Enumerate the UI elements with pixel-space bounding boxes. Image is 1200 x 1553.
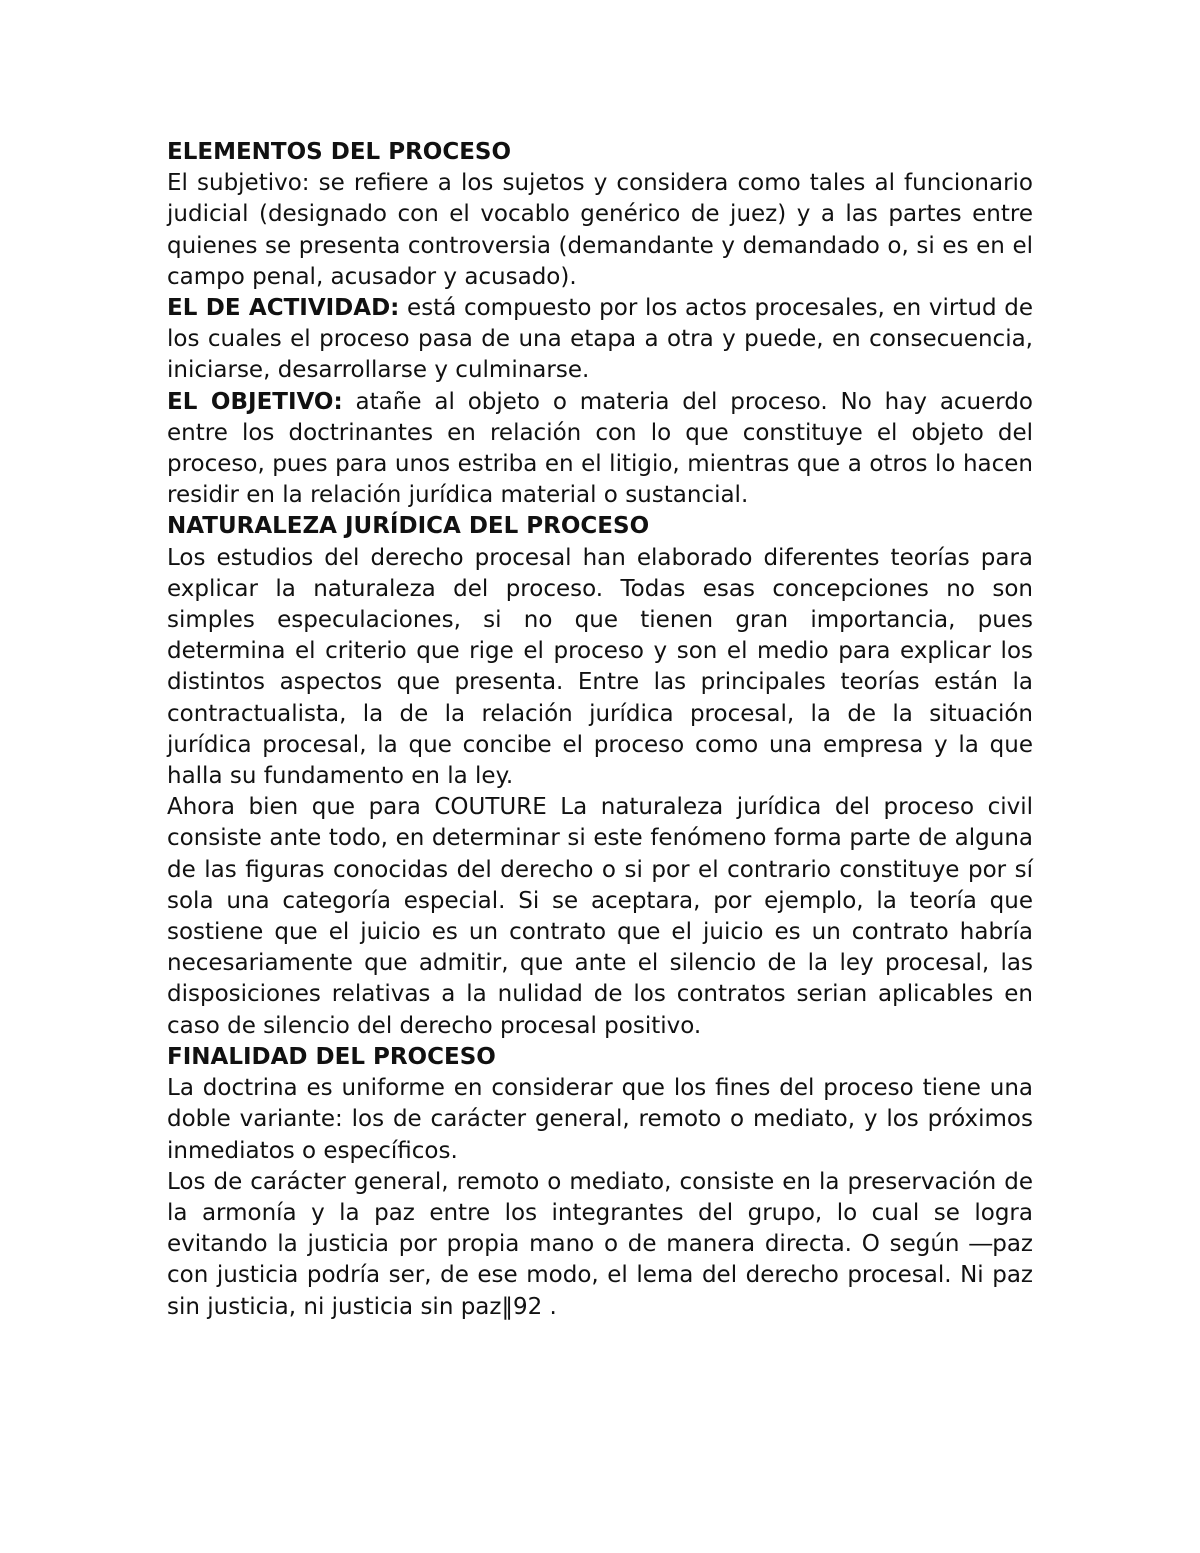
paragraph-actividad (167, 293, 1033, 387)
section-heading-finalidad: FINALIDAD DEL PROCESO (167, 1043, 496, 1070)
paragraph-couture: Ahora bien que para COUTURE La naturaleza jurídica del proceso civil consiste ante todo, en determinar si este fenómeno forma parte de alguna de las figuras conocidas del derecho o si por el contrario constituye por sí sola una categoría especial. Si se aceptara, por ejemplo, la teoría que sostiene que el juicio es un contrato que el juicio es un contrato habría necesariamente que admitir, que ante el silencio de la ley procesal, las disposiciones relativas a la nulidad de los contratos serian aplicables en caso de silencio del derecho procesal positivo. (167, 794, 1033, 1039)
section-heading-elementos: ELEMENTOS DEL PROCESO (167, 139, 512, 165)
document-page (167, 137, 1033, 1323)
paragraph-objetivo (167, 387, 1033, 512)
paragraph-actividad-lead: EL DE ACTIVIDAD: (167, 295, 400, 322)
paragraph-objetivo-lead: EL OBJETIVO: (167, 388, 343, 415)
paragraph-teorias: Los estudios del derecho procesal han elaborado diferentes teorías para explicar la naturaleza del proceso. Todas esas concepciones no son simples especulaciones, si no que tienen gran importancia, pues determina el criterio que rige el proceso y son el medio para explicar los distintos aspectos que presenta. Entre las principales teorías están la contractualista, la de la relación jurídica procesal, la de la situación jurídica procesal, la que concibe el proceso como una empresa y la que halla su fundamento en la ley. (167, 544, 1033, 790)
paragraph-actividad-text: está compuesto por los actos procesales, en virtud de los cuales el proceso pasa de una etapa a otra y puede, en consecuencia, iniciarse, desarrollarse y culminarse. (167, 295, 1033, 384)
section-heading-naturaleza: NATURALEZA JURÍDICA DEL PROCESO (167, 513, 650, 540)
paragraph-subjetivo: El subjetivo: se refiere a los sujetos y considera como tales al funcionario judicial (designado con el vocablo genérico de juez) y a las partes entre quienes se presenta controversia (demandante y demandado o, si es en el campo penal, acusador y acusado). (167, 170, 1033, 290)
paragraph-objetivo-text: atañe al objeto o materia del proceso. No hay acuerdo entre los doctrinantes en relación con lo que constituye el objeto del proceso, pues para unos estriba en el litigio, mientras que a otros lo hacen residir en la relación jurídica material o sustancial. (167, 388, 1034, 509)
paragraph-caracter-general: Los de carácter general, remoto o mediato, consiste en la preservación de la armonía y la paz entre los integrantes del grupo, lo cual se logra evitando la justicia por propia mano o de manera directa. O según ―paz con justicia podría ser, de ese modo, el lema del derecho procesal. Ni paz sin justicia, ni justicia sin paz‖92 . (167, 1168, 1033, 1320)
paragraph-doctrina: La doctrina es uniforme en considerar que los fines del proceso tiene una doble variante: los de carácter general, remoto o mediato, y los próximos inmediatos o específicos. (167, 1075, 1033, 1164)
